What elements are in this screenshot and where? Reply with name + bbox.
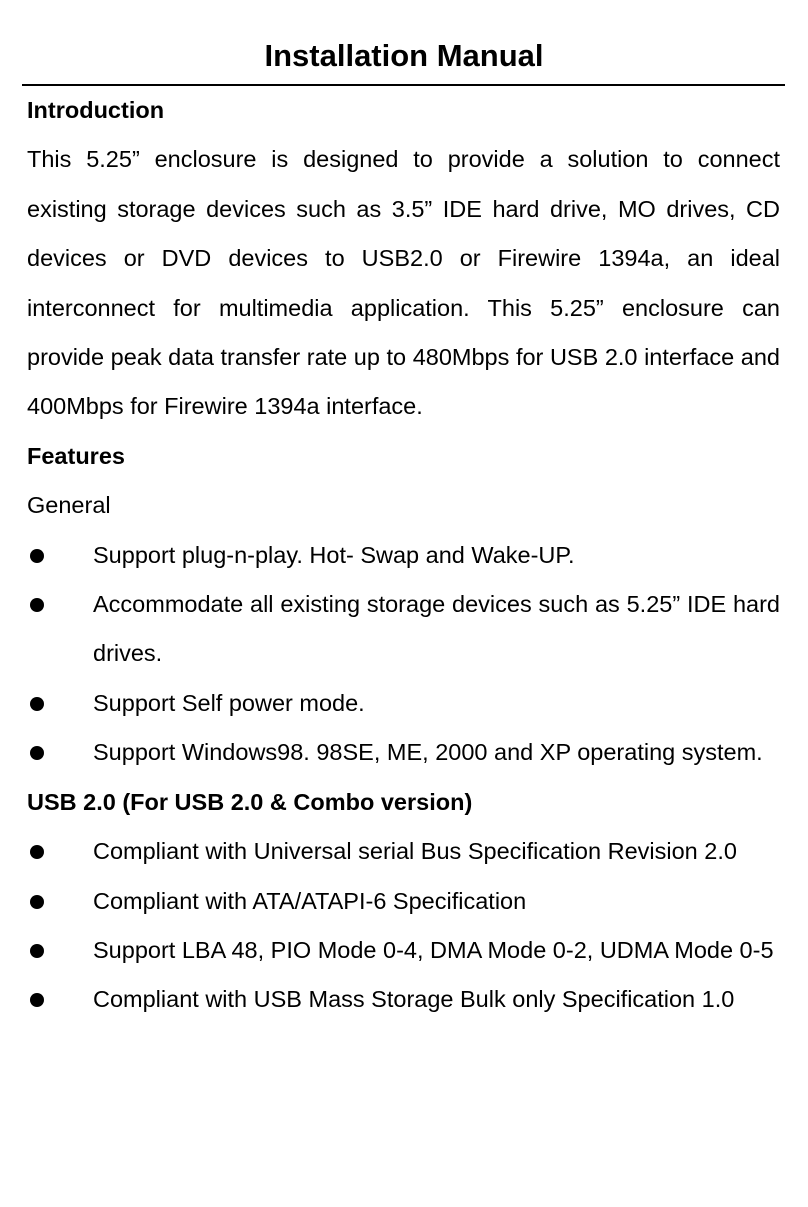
list-item bbox=[27, 827, 780, 876]
usb-heading: USB 2.0 (For USB 2.0 & Combo version) bbox=[27, 788, 473, 815]
bullet-icon bbox=[30, 845, 44, 859]
bullet-icon bbox=[30, 746, 44, 760]
general-subheading: General bbox=[27, 492, 111, 519]
document-body bbox=[27, 86, 780, 1025]
usb-feature-list bbox=[27, 827, 780, 1025]
list-item-text: Accommodate all existing storage devices such as 5.25” IDE hard drives. bbox=[93, 591, 780, 667]
list-item-text: Support Windows98. 98SE, ME, 2000 and XP operating system. bbox=[93, 739, 763, 766]
bullet-icon bbox=[30, 944, 44, 958]
list-item-text: Compliant with Universal serial Bus Specification Revision 2.0 bbox=[93, 838, 737, 865]
list-item bbox=[27, 877, 780, 926]
list-item bbox=[27, 531, 780, 580]
bullet-icon bbox=[30, 549, 44, 563]
introduction-heading: Introduction bbox=[27, 97, 165, 123]
list-item bbox=[27, 580, 780, 679]
list-item-text: Compliant with USB Mass Storage Bulk only Specification 1.0 bbox=[93, 986, 735, 1013]
bullet-icon bbox=[30, 598, 44, 612]
general-feature-list bbox=[27, 531, 780, 778]
introduction-paragraph: This 5.25” enclosure is designed to provide a solution to connect existing storage devices such as 3.5” IDE hard drive, MO drives, CD devices or DVD devices to USB2.0 or Firewire 1394a, an ideal interconnect for multimedia application. This 5.25” enclosure can provide peak data transfer rate up to 480Mbps for USB 2.0 interface and 400Mbps for Firewire 1394a interface. bbox=[27, 146, 780, 420]
list-item-text: Support plug-n-play. Hot- Swap and Wake-UP. bbox=[93, 541, 575, 568]
list-item-text: Support Self power mode. bbox=[93, 689, 365, 716]
bullet-icon bbox=[30, 697, 44, 711]
bullet-icon bbox=[30, 993, 44, 1007]
list-item bbox=[27, 679, 780, 728]
list-item-text: Compliant with ATA/ATAPI-6 Specification bbox=[93, 887, 527, 914]
list-item bbox=[27, 926, 780, 975]
page-title: Installation Manual bbox=[264, 38, 544, 73]
bullet-icon bbox=[30, 895, 44, 909]
features-heading: Features bbox=[27, 442, 125, 469]
list-item bbox=[27, 975, 780, 1024]
list-item-text: Support LBA 48, PIO Mode 0-4, DMA Mode 0-2, UDMA Mode 0-5 bbox=[93, 936, 774, 963]
list-item bbox=[27, 728, 780, 777]
